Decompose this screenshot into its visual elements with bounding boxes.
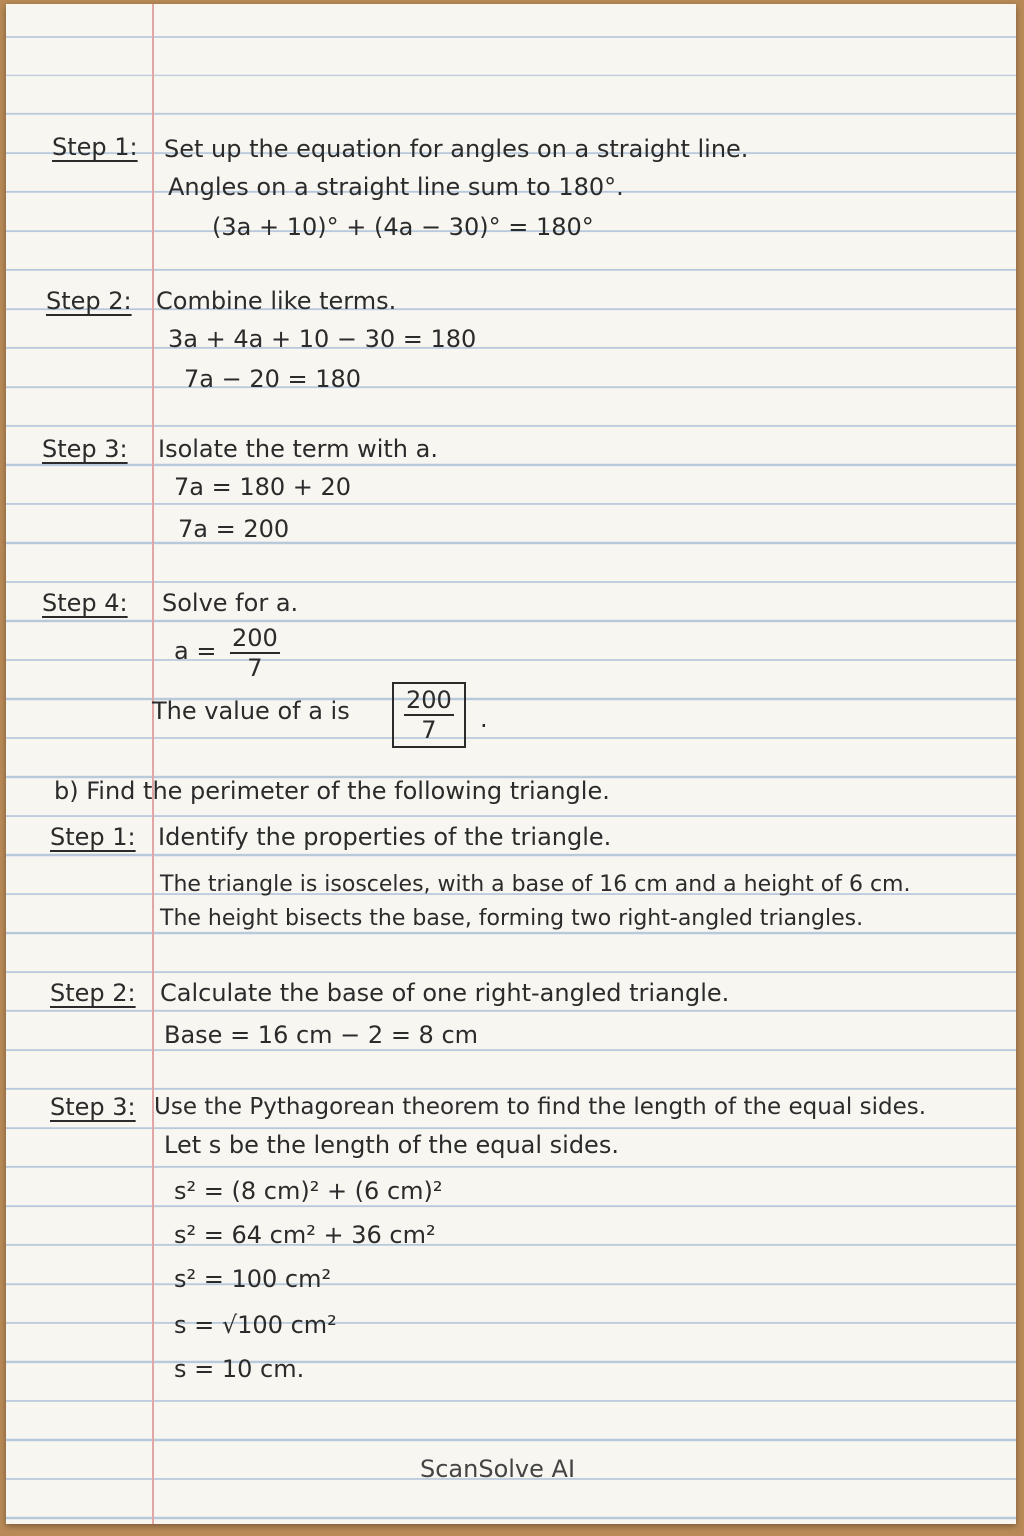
step-label: Step 2: xyxy=(46,287,132,315)
step-title: Calculate the base of one right-angled triangle. xyxy=(160,979,730,1007)
answer-period: . xyxy=(480,705,488,733)
step-title: Use the Pythagorean theorem to find the length of the equal sides. xyxy=(154,1094,927,1120)
equation: s² = 64 cm² + 36 cm² xyxy=(174,1221,436,1249)
equation: s = 10 cm. xyxy=(174,1355,305,1383)
notebook-page xyxy=(6,4,1016,1524)
margin-line xyxy=(152,4,154,1524)
step-text: Let s be the length of the equal sides. xyxy=(164,1131,619,1159)
step-text: The height bisects the base, forming two right-angled triangles. xyxy=(160,906,864,931)
answer-box xyxy=(392,682,466,748)
step-title: Combine like terms. xyxy=(156,287,397,315)
equation: 3a + 4a + 10 − 30 = 180 xyxy=(168,325,477,353)
fraction-denominator: 7 xyxy=(247,654,263,682)
step-label: Step 3: xyxy=(42,435,128,463)
step-label: Step 4: xyxy=(42,589,128,617)
step-text: The triangle is isosceles, with a base of 16 cm and a height of 6 cm. xyxy=(160,872,911,897)
equation: s = √100 cm² xyxy=(174,1311,337,1339)
equation: s² = 100 cm² xyxy=(174,1265,332,1293)
equation: (3a + 10)° + (4a − 30)° = 180° xyxy=(212,213,594,241)
equation: 7a − 20 = 180 xyxy=(184,365,362,393)
equation: s² = (8 cm)² + (6 cm)² xyxy=(174,1177,443,1205)
step-label: Step 2: xyxy=(50,979,136,1007)
footer-brand: ScanSolve AI xyxy=(420,1455,576,1483)
equation: 7a = 200 xyxy=(178,515,290,543)
equation-prefix: a = xyxy=(174,637,217,665)
equation: 7a = 180 + 20 xyxy=(174,473,352,501)
fraction-numerator: 200 xyxy=(232,624,278,652)
step-title: Isolate the term with a. xyxy=(158,435,438,463)
fraction xyxy=(230,624,280,682)
answer-denominator: 7 xyxy=(421,716,437,744)
step-title: Identify the properties of the triangle. xyxy=(158,823,612,851)
step-label: Step 1: xyxy=(50,823,136,851)
equation: Base = 16 cm − 2 = 8 cm xyxy=(164,1021,479,1049)
step-label: Step 3: xyxy=(50,1093,136,1121)
step-title: Solve for a. xyxy=(162,589,299,617)
step-label: Step 1: xyxy=(52,133,138,161)
part-b-heading: b) Find the perimeter of the following triangle. xyxy=(54,777,610,805)
step-title: Set up the equation for angles on a straight line. xyxy=(164,135,749,163)
step-text: Angles on a straight line sum to 180°. xyxy=(168,173,624,201)
answer-text: The value of a is xyxy=(152,697,350,725)
answer-numerator: 200 xyxy=(406,686,452,714)
